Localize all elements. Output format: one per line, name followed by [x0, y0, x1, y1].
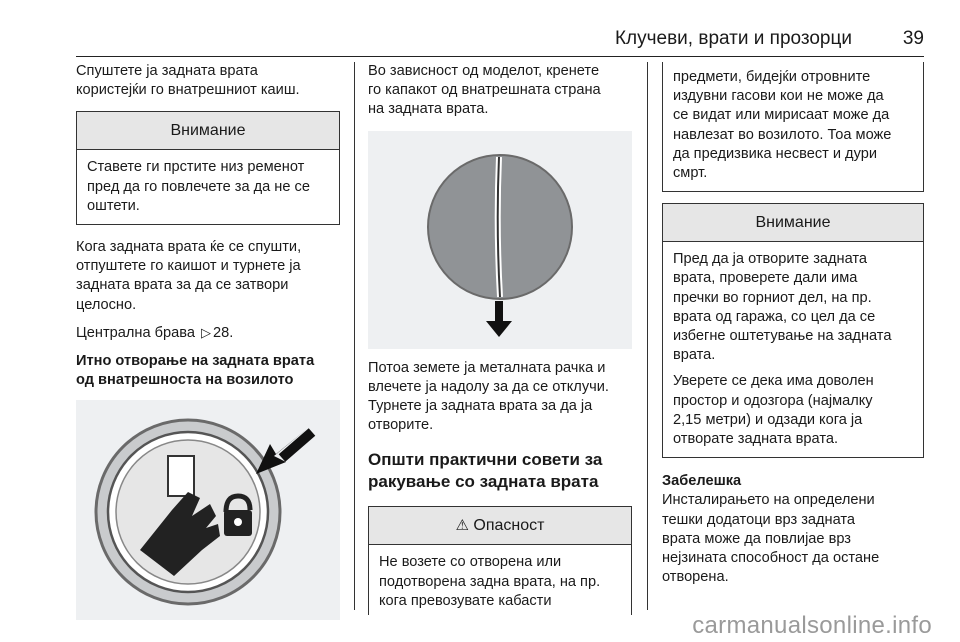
text-line: избегне оштетување на задната [673, 328, 892, 345]
text-line: Итно отворање на задната врата [76, 353, 315, 370]
text-line: врата може да повлијае врз [662, 530, 851, 547]
text-line: да предизвика несвест и дури [673, 145, 877, 162]
text-line: Уверете се дека има доволен [673, 373, 874, 390]
text-line: Инсталирањето на определени [662, 492, 875, 509]
arrow-icon [486, 301, 512, 337]
text-line: простор и одозгора (најмалку [673, 392, 873, 409]
text-line: Ставете ги прстите низ ременот [87, 159, 305, 176]
column-1 [76, 62, 340, 620]
text-line: отворите. [368, 417, 434, 434]
text-line: влечете ја надолу за да се отклучи. [368, 378, 609, 395]
text-line: врата од гаража, со цел да се [673, 308, 876, 325]
xref-label: Централна брава [76, 324, 195, 341]
text-line: од внатрешноста на возилото [76, 372, 294, 389]
notice-title: Внимание [663, 204, 923, 242]
chapter-title: Клучеви, врати и прозорци [614, 28, 852, 49]
text-line: се видат или мирисаат може да [673, 107, 890, 124]
lever-illustration [368, 131, 632, 349]
figure-emergency-release [76, 400, 340, 620]
danger-box [368, 506, 632, 615]
text-line: Турнете ја задната врата за да ја [368, 398, 593, 415]
section-heading-tips [368, 449, 632, 493]
page-number: 39 [902, 28, 924, 49]
notice-body [77, 150, 339, 224]
column-divider-2 [647, 62, 648, 610]
page-header [76, 24, 924, 57]
notice-body [663, 242, 923, 457]
text-line: тешки додатоци врз задната [662, 511, 856, 528]
text-line: врата, проверете дали има [673, 270, 858, 287]
text-line: Потоа земете ја металната рачка и [368, 359, 606, 376]
text-line: Во зависност од моделот, кренете [368, 63, 600, 79]
text-line: оштети. [87, 197, 140, 214]
text-line: Општи практични совети за [368, 450, 603, 470]
notice-box-1 [76, 111, 340, 225]
text-line: нејзината способност да остане [662, 550, 880, 567]
paragraph-lower-tailgate [76, 62, 340, 100]
text-line: Не возете со отворена или [379, 554, 562, 571]
xref-triangle-icon: ▷ [201, 324, 211, 340]
xref-page: 28. [213, 324, 234, 341]
text-line: отпуштете го каишот и турнете ја [76, 258, 301, 275]
paragraph-lift-cover [368, 62, 632, 120]
text-line: пред да го повлечете за да не се [87, 178, 310, 195]
text-line: задната врата за да се затвори [76, 277, 289, 294]
note-section [662, 472, 924, 587]
text-line: 2,15 метри) и одзади кога ја [673, 411, 863, 428]
paragraph-release-strap [76, 238, 340, 315]
notice-title: Внимание [77, 112, 339, 150]
arrow-icon [256, 428, 312, 474]
danger-title-text: Опасност [473, 517, 545, 535]
notice-paragraph-obstacles [673, 250, 915, 365]
column-2 [368, 62, 632, 615]
text-line: Спуштете ја задната врата [76, 63, 258, 79]
text-line: навлезат во возилото. Тоа може [673, 126, 892, 143]
notice-box-2 [662, 203, 924, 458]
text-line: смрт. [673, 165, 708, 182]
column-3 [662, 62, 924, 587]
text-line: отворена. [662, 569, 729, 586]
heading-emergency-opening [76, 352, 340, 390]
note-title: Забелешка [662, 473, 742, 490]
text-line: на задната врата. [368, 101, 489, 118]
notice-paragraph-space [673, 372, 915, 449]
column-divider-1 [354, 62, 355, 610]
text-line: врата. [673, 347, 716, 364]
text-line: го капакот од внатрешната страна [368, 82, 601, 99]
paragraph-pull-lever [368, 359, 632, 436]
release-button-illustration [76, 400, 340, 620]
text-line: Кога задната врата ќе се спушти, [76, 239, 302, 256]
danger-body-continued [663, 62, 923, 191]
figure-metal-lever [368, 131, 632, 349]
text-line: подотворена задна врата, на пр. [379, 573, 601, 590]
text-line: кога превозувате кабасти [379, 592, 552, 609]
text-line: користејќи го внатрешниот каиш. [76, 82, 300, 99]
text-line: целосно. [76, 296, 137, 313]
text-line: предмети, бидејќи отровните [673, 69, 871, 85]
warning-triangle-icon: ⚠ [455, 517, 469, 535]
cross-reference[interactable] [76, 323, 340, 343]
danger-title [369, 507, 631, 545]
danger-box-continued [662, 62, 924, 192]
text-line: Пред да ја отворите задната [673, 251, 868, 268]
watermark: carmanualsonline.info [692, 612, 932, 639]
text-line: пречки во горниот дел, на пр. [673, 289, 872, 306]
text-line: ракување со задната врата [368, 472, 599, 492]
text-line: отворате задната врата. [673, 431, 839, 448]
danger-body [369, 545, 631, 619]
text-line: издувни гасови кои не може да [673, 88, 884, 105]
